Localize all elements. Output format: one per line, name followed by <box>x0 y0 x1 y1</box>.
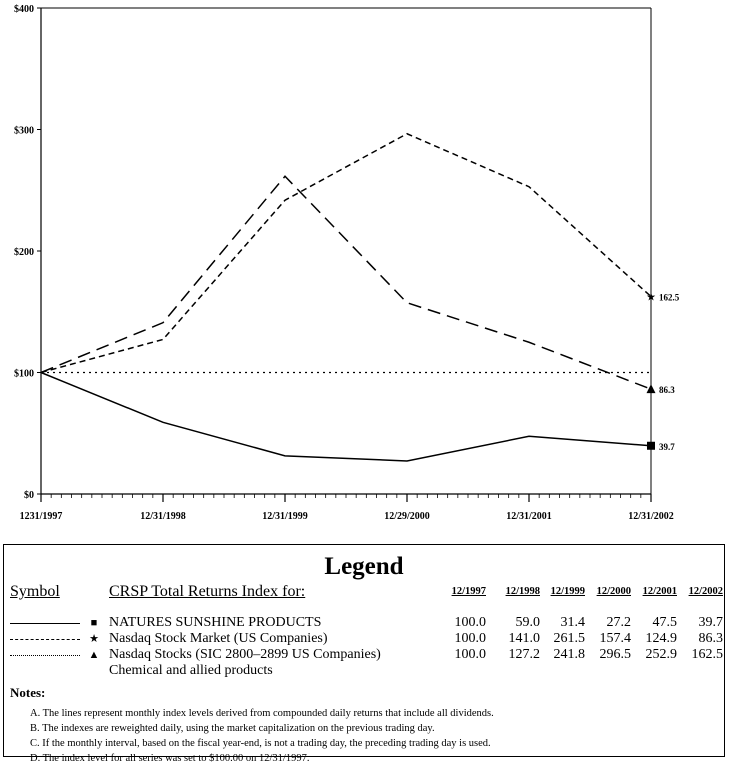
legend-title: Legend <box>324 553 404 580</box>
index-value: 141.0 <box>508 631 540 646</box>
x-tick-label: 1231/1997 <box>19 511 63 522</box>
index-value: 27.2 <box>606 615 631 630</box>
index-value: 127.2 <box>508 647 540 662</box>
note-b: B. The indexes are reweighted daily, using the market capitalization on the previous trading day. <box>30 723 435 734</box>
index-value: 261.5 <box>553 631 585 646</box>
star-marker-icon: ★ <box>646 291 656 304</box>
index-value: 157.4 <box>599 631 631 646</box>
year-header: 12/2002 <box>688 586 723 597</box>
series-name-line2: Chemical and allied products <box>109 663 273 678</box>
series-line-2 <box>41 134 651 373</box>
x-tick-label: 12/31/1999 <box>262 511 308 522</box>
index-value: 39.7 <box>698 615 723 630</box>
y-tick-label: $300 <box>14 125 34 137</box>
series-name: Nasdaq Stock Market (US Companies) <box>109 631 328 646</box>
index-value: 296.5 <box>599 647 631 662</box>
series-line-1 <box>41 176 651 389</box>
series-name: Nasdaq Stocks (SIC 2800–2899 US Companies) <box>109 647 381 662</box>
index-value: 252.9 <box>645 647 677 662</box>
index-value: 31.4 <box>560 615 585 630</box>
x-tick-label: 12/31/2002 <box>628 511 674 522</box>
y-tick-label: $0 <box>24 490 34 501</box>
index-value: 100.0 <box>454 647 486 662</box>
end-value-label: 162.5 <box>659 292 680 303</box>
symbol-header: Symbol <box>10 583 60 600</box>
note-d: D. The index level for all series was set to $100.00 on 12/31/1997. <box>30 753 310 764</box>
y-tick-label: $100 <box>14 368 34 380</box>
legend-box <box>3 544 725 764</box>
star-marker-icon: ★ <box>89 633 99 645</box>
triangle-marker-icon <box>647 384 656 393</box>
note-a: A. The lines represent monthly index levels derived from compounded daily returns that include all dividends. <box>30 708 494 719</box>
legend-row-continuation <box>4 663 724 679</box>
solid-line-swatch <box>10 623 80 624</box>
index-header: CRSP Total Returns Index for: <box>109 583 306 600</box>
long-dash-line-swatch <box>10 639 80 640</box>
y-tick-label: $200 <box>14 247 34 258</box>
y-tick-label: $400 <box>14 4 34 15</box>
legend-row-nasdaq-market <box>4 631 724 647</box>
index-value: 59.0 <box>515 615 540 630</box>
year-header: 12/1997 <box>451 586 486 597</box>
note-c: C. If the monthly interval, based on the fiscal year-end, is not a trading day, the preceding trading day is used. <box>30 738 491 749</box>
index-value: 100.0 <box>454 631 486 646</box>
year-header: 12/1999 <box>550 586 585 597</box>
year-header: 12/1998 <box>505 586 540 597</box>
legend-row-nasdaq-chemical <box>4 647 724 663</box>
short-dash-line-swatch <box>10 655 80 656</box>
x-tick-label: 12/29/2000 <box>384 511 430 522</box>
index-value: 162.5 <box>691 647 723 662</box>
square-marker-icon <box>647 442 655 450</box>
x-tick-label: 12/31/2001 <box>506 511 552 522</box>
square-marker-icon: ■ <box>90 617 98 629</box>
triangle-marker-icon: ▲ <box>88 649 100 661</box>
legend-row-natures-sunshine <box>4 615 724 631</box>
index-value: 86.3 <box>698 631 723 646</box>
x-tick-label: 12/31/1998 <box>140 511 186 522</box>
end-value-label: 39.7 <box>659 441 675 452</box>
index-value: 100.0 <box>454 615 486 630</box>
year-header: 12/2001 <box>642 586 677 597</box>
end-value-label: 86.3 <box>659 385 675 396</box>
index-value: 47.5 <box>652 615 677 630</box>
notes-title: Notes: <box>10 685 46 700</box>
year-header: 12/2000 <box>596 586 631 597</box>
series-name: NATURES SUNSHINE PRODUCTS <box>109 615 322 630</box>
series-line-0 <box>41 373 651 461</box>
index-value: 124.9 <box>645 631 677 646</box>
index-value: 241.8 <box>553 647 585 662</box>
